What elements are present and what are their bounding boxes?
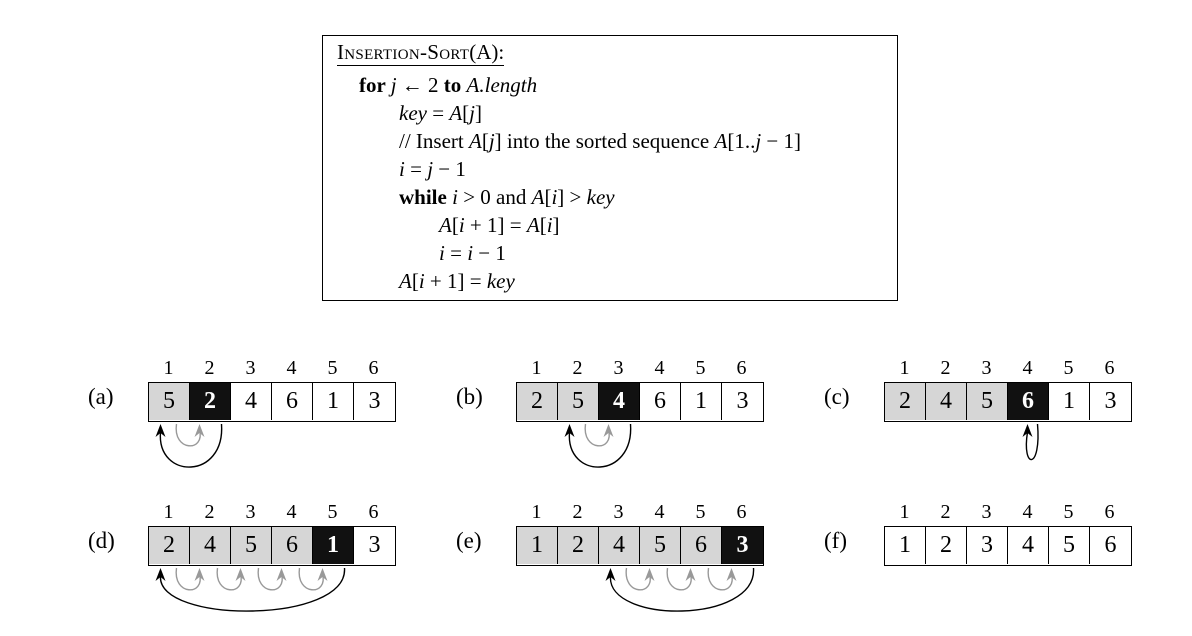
code-token: = — [444, 241, 468, 265]
array-index: 5 — [695, 501, 706, 523]
key-cell: 4 — [599, 383, 640, 420]
sorted-cell: 1 — [517, 527, 558, 564]
shift-arrowhead — [236, 568, 246, 581]
code-token: while — [399, 185, 453, 209]
array-cell: 6 — [1090, 527, 1131, 564]
code-token: ] into the sorted sequence — [494, 129, 715, 153]
code-token: i — [467, 241, 474, 265]
panel-label: (b) — [456, 384, 483, 409]
array-index: 4 — [654, 357, 665, 379]
array-index: 6 — [368, 357, 379, 379]
array-cell: 5 — [1049, 527, 1090, 564]
shift-arrowhead — [645, 568, 655, 581]
code-token: ] > — [557, 185, 587, 209]
code-token: i — [458, 213, 465, 237]
array-index: 4 — [1022, 501, 1033, 523]
array-cell: 3 — [354, 383, 395, 420]
code-token: [ — [462, 101, 470, 125]
sorted-cell: 5 — [640, 527, 681, 564]
array-cell: 2 — [926, 527, 967, 564]
code-token: key — [586, 185, 615, 209]
code-token: to — [443, 73, 467, 97]
array-cell: 3 — [722, 383, 763, 420]
key-cell: 6 — [1008, 383, 1049, 420]
array-index: 6 — [368, 501, 379, 523]
code-token: for — [359, 73, 391, 97]
sorted-cell: 4 — [926, 383, 967, 420]
code-token: A — [468, 129, 482, 153]
code-token: A — [449, 101, 463, 125]
index-row — [884, 501, 1130, 524]
code-token: A — [439, 213, 452, 237]
code-line — [439, 213, 560, 237]
code-token: [ — [411, 269, 419, 293]
array-index: 1 — [163, 501, 174, 523]
pseudocode-box — [322, 35, 898, 301]
array-index: 3 — [613, 357, 624, 379]
array-cell: 6 — [640, 383, 681, 420]
array-index: 3 — [981, 501, 992, 523]
code-token: − 1] — [761, 129, 802, 153]
array-index: 4 — [654, 501, 665, 523]
sorted-cell: 6 — [272, 527, 313, 564]
code-token: j — [427, 157, 434, 181]
sorted-cell: 5 — [149, 383, 190, 420]
array-cell: 1 — [313, 383, 354, 420]
array-cell: 1 — [681, 383, 722, 420]
code-token: i — [452, 185, 458, 209]
array-panel — [88, 501, 478, 636]
code-line — [399, 101, 482, 125]
array-cell: 4 — [1008, 527, 1049, 564]
code-token: A — [399, 269, 412, 293]
sorted-cell: 4 — [190, 527, 231, 564]
shift-arrowhead — [727, 568, 737, 581]
array-index: 2 — [572, 357, 583, 379]
code-token: − 1 — [433, 157, 466, 181]
array-panel — [824, 357, 1192, 492]
code-token: key — [486, 269, 515, 293]
array-cell: 1 — [885, 527, 926, 564]
array-index: 4 — [286, 357, 297, 379]
code-token: A — [526, 213, 540, 237]
procedure-title — [337, 40, 504, 64]
procedure-args: (A): — [469, 40, 505, 64]
sorted-cell: 2 — [149, 527, 190, 564]
array-index: 5 — [327, 357, 338, 379]
array-cell: 3 — [1090, 383, 1131, 420]
key-cell: 3 — [722, 527, 763, 564]
sorted-cell: 5 — [558, 383, 599, 420]
array-panel — [88, 357, 478, 492]
array-index: 1 — [531, 501, 542, 523]
array-row — [884, 526, 1132, 566]
arrows-layer — [884, 362, 1144, 492]
code-token: = — [404, 157, 428, 181]
array-cell: 3 — [967, 527, 1008, 564]
code-token: [ — [539, 213, 547, 237]
sorted-cell: 5 — [967, 383, 1008, 420]
array-index: 3 — [245, 357, 256, 379]
array-panel — [456, 501, 846, 636]
code-token: − 1 — [473, 241, 506, 265]
array-cell: 1 — [1049, 383, 1090, 420]
array-index: 6 — [1104, 501, 1115, 523]
code-token: A.length — [466, 73, 538, 97]
code-token: [ — [544, 185, 552, 209]
code-token: i — [439, 241, 445, 265]
code-token: j — [755, 129, 762, 153]
code-line — [399, 129, 801, 153]
sorted-cell: 4 — [599, 527, 640, 564]
panel-label: (c) — [824, 384, 850, 409]
array-index: 1 — [899, 357, 910, 379]
procedure-name: Insertion-Sort — [337, 40, 470, 64]
array-index: 4 — [1022, 357, 1033, 379]
array-panel — [456, 357, 846, 492]
code-token: ← 2 — [396, 73, 444, 97]
sorted-cell: 2 — [558, 527, 599, 564]
array-cell: 4 — [231, 383, 272, 420]
shift-arrowhead — [686, 568, 696, 581]
code-token: i — [399, 157, 405, 181]
panel-label: (d) — [88, 528, 115, 553]
array-index: 2 — [572, 501, 583, 523]
array-cell: 6 — [272, 383, 313, 420]
code-token: = — [426, 101, 450, 125]
code-token: ] — [552, 213, 560, 237]
sorted-cell: 2 — [517, 383, 558, 420]
arrows-layer — [148, 506, 408, 636]
array-index: 3 — [245, 501, 256, 523]
shift-arrowhead — [277, 568, 287, 581]
code-token: A — [714, 129, 728, 153]
key-cell: 2 — [190, 383, 231, 420]
code-token: ] — [474, 101, 482, 125]
code-token: i — [551, 185, 558, 209]
code-token: // Insert — [399, 129, 469, 153]
array-panel — [824, 501, 1192, 636]
arrows-layer — [516, 362, 776, 492]
array-index: 6 — [736, 357, 747, 379]
code-token: [1.. — [727, 129, 756, 153]
panel-label: (f) — [824, 528, 847, 553]
array-index: 5 — [1063, 357, 1074, 379]
array-index: 2 — [204, 501, 215, 523]
sorted-cell: 6 — [681, 527, 722, 564]
code-token: [ — [451, 213, 459, 237]
array-index: 5 — [695, 357, 706, 379]
code-token: [ — [481, 129, 489, 153]
code-token: + 1] = — [424, 269, 487, 293]
code-token: A — [531, 185, 545, 209]
array-index: 6 — [736, 501, 747, 523]
array-index: 5 — [327, 501, 338, 523]
code-token: + 1] = — [464, 213, 527, 237]
array-cell: 3 — [354, 527, 395, 564]
array-index: 2 — [940, 501, 951, 523]
array-index: 1 — [163, 357, 174, 379]
code-token: i — [546, 213, 553, 237]
array-index: 1 — [899, 501, 910, 523]
sorted-cell: 2 — [885, 383, 926, 420]
code-token: > 0 and — [457, 185, 532, 209]
shift-arrowhead — [604, 424, 614, 437]
code-line — [399, 269, 515, 293]
code-line — [399, 185, 615, 209]
key-cell: 1 — [313, 527, 354, 564]
code-line — [359, 73, 537, 97]
code-token: i — [418, 269, 425, 293]
code-token: j — [390, 73, 397, 97]
array-index: 1 — [531, 357, 542, 379]
array-index: 3 — [981, 357, 992, 379]
array-index: 2 — [204, 357, 215, 379]
arrows-layer — [516, 506, 776, 636]
array-index: 2 — [940, 357, 951, 379]
sorted-cell: 5 — [231, 527, 272, 564]
array-index: 5 — [1063, 501, 1074, 523]
array-index: 4 — [286, 501, 297, 523]
shift-arrowhead — [318, 568, 328, 581]
shift-arrowhead — [195, 568, 205, 581]
panel-label: (e) — [456, 528, 482, 553]
code-line — [439, 241, 506, 265]
code-line — [399, 157, 466, 181]
code-token: j — [488, 129, 495, 153]
code-token: key — [399, 101, 427, 125]
panel-label: (a) — [88, 384, 114, 409]
shift-arrowhead — [195, 424, 205, 437]
code-token: j — [469, 101, 475, 125]
array-index: 6 — [1104, 357, 1115, 379]
array-index: 3 — [613, 501, 624, 523]
arrows-layer — [148, 362, 408, 492]
